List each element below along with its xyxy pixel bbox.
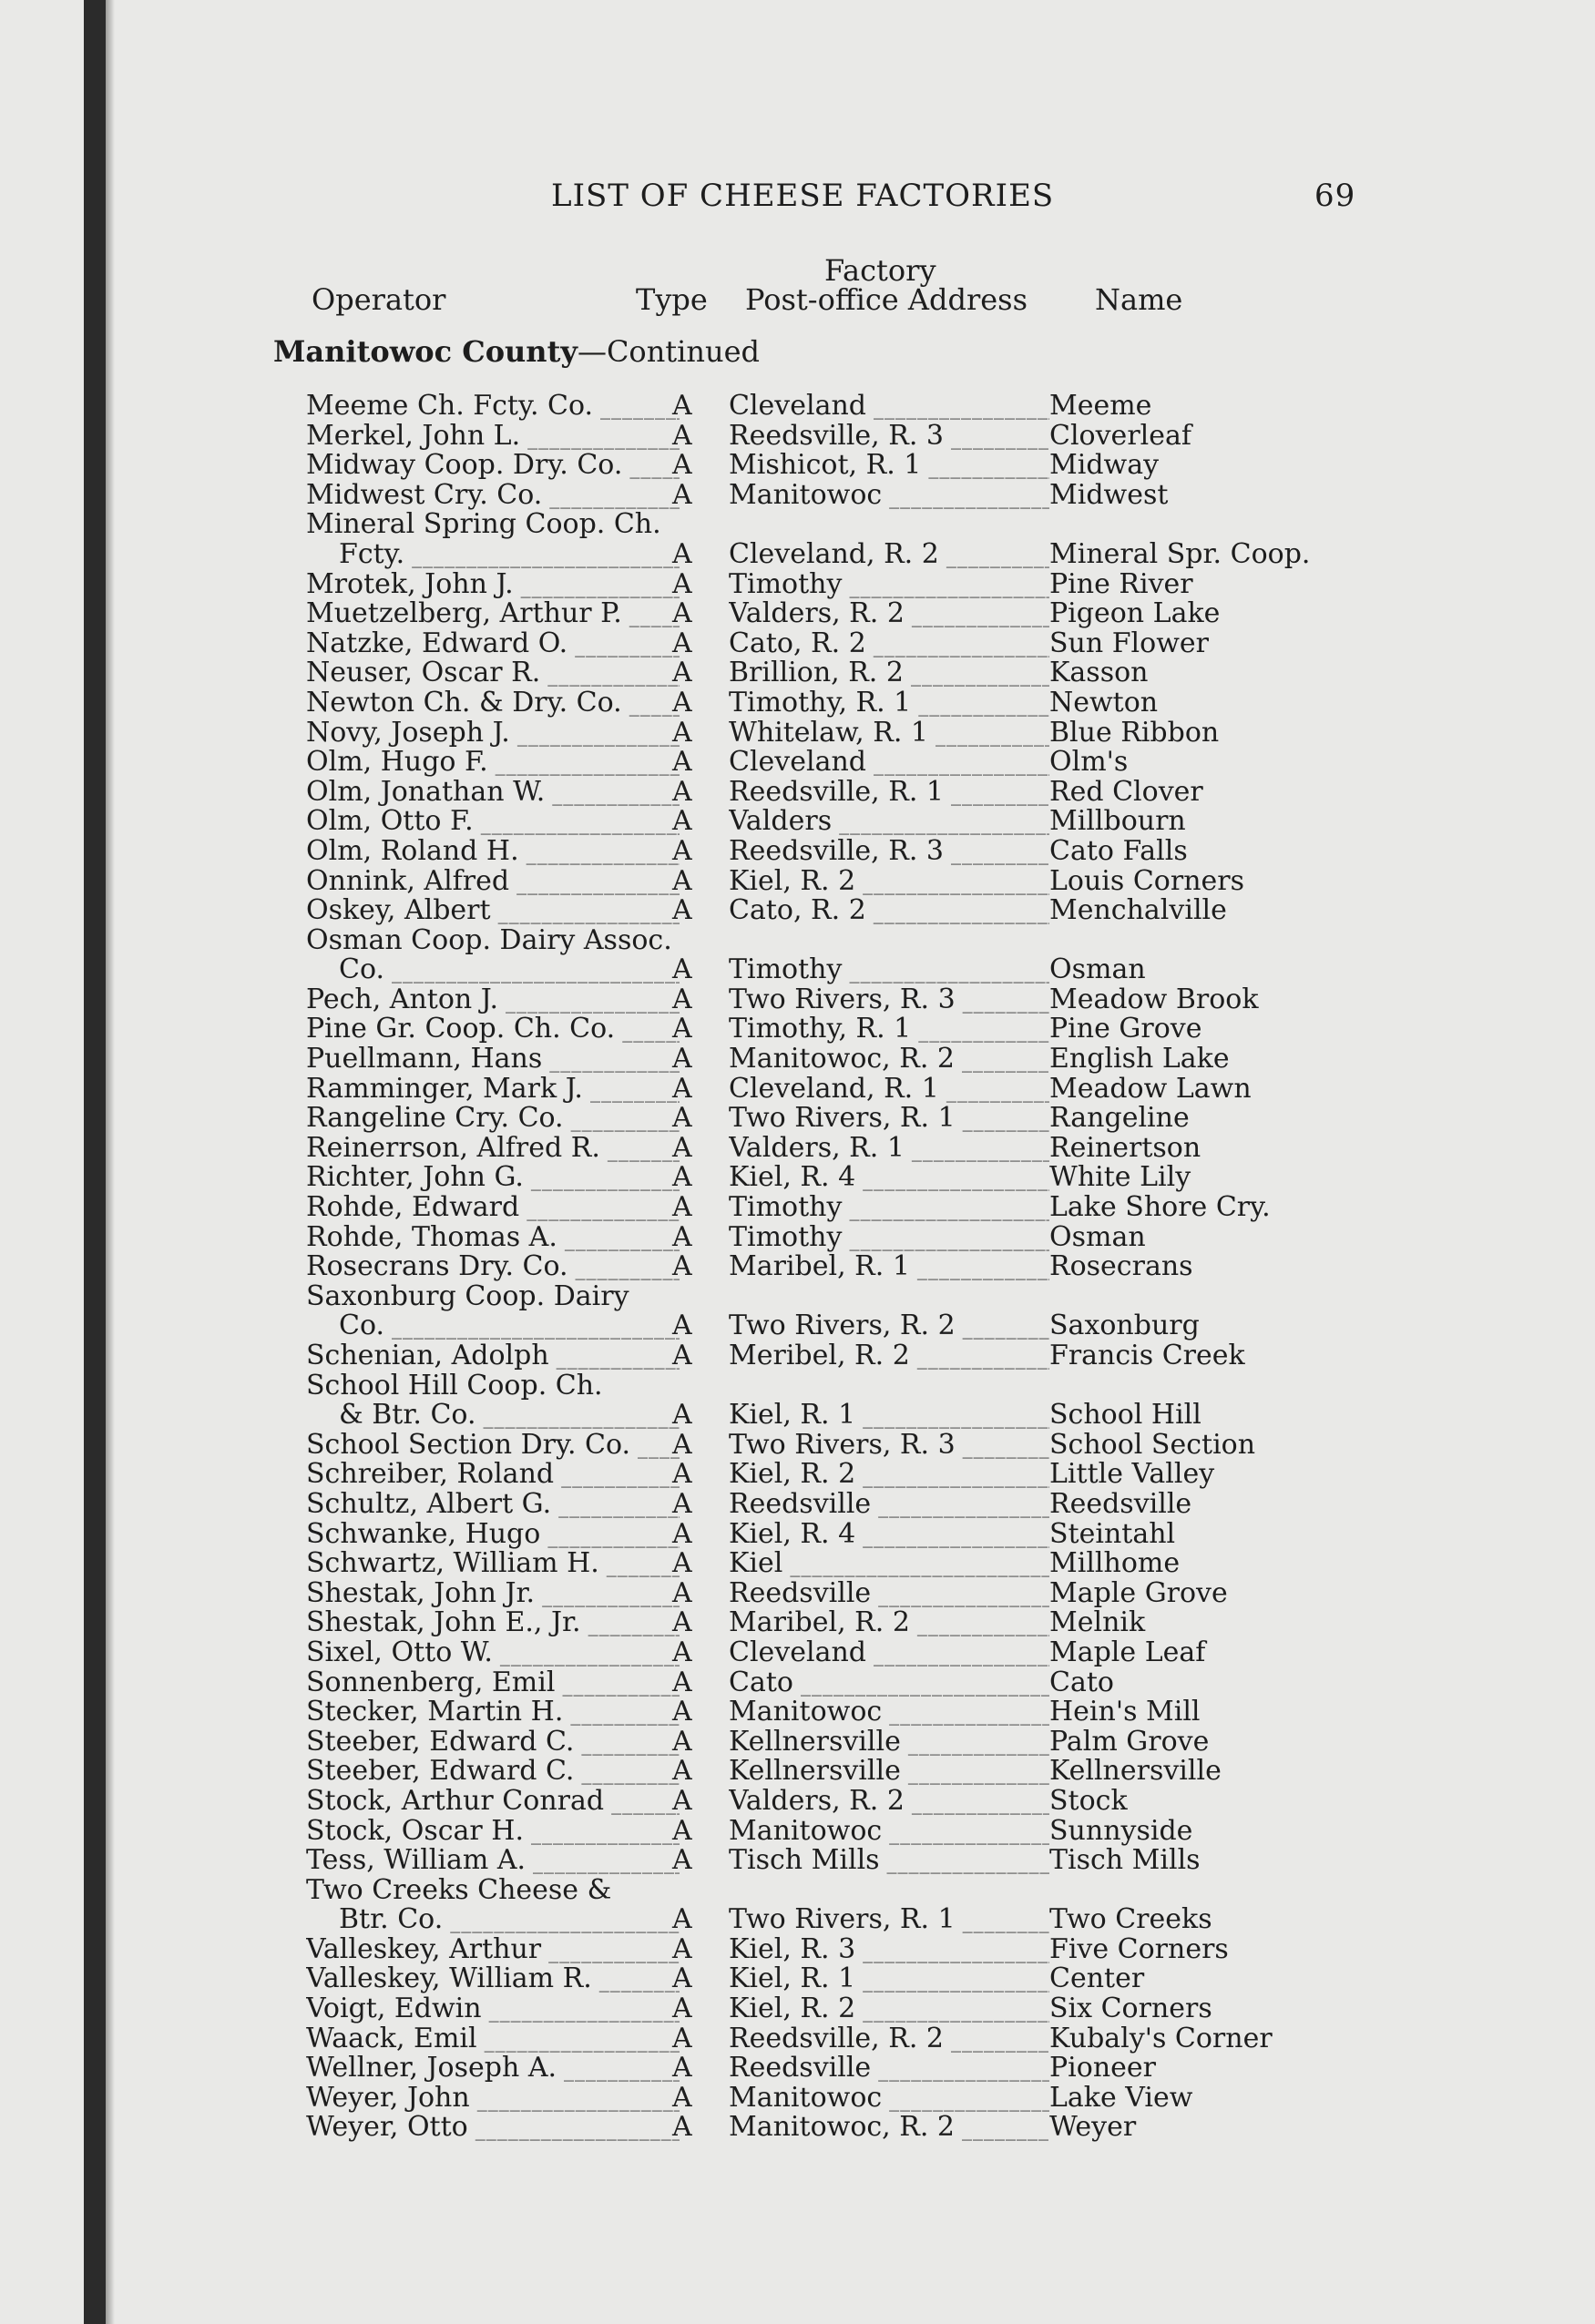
factory-type: A bbox=[672, 1458, 692, 1491]
factory-name: Pigeon Lake bbox=[1049, 597, 1221, 630]
factory-name: Cato bbox=[1049, 1666, 1114, 1698]
factory-type: A bbox=[672, 390, 692, 422]
post-office-address: Timothy, R. 1 _____ bbox=[729, 688, 1049, 721]
operator-name: Newton Ch. & Dry. Co. _____ bbox=[306, 688, 680, 721]
post-office-address: Kiel, R. 4 _____ bbox=[729, 1520, 1049, 1553]
operator-name: Mineral Spring Coop. Ch. bbox=[306, 508, 661, 541]
factory-type: A bbox=[672, 1962, 692, 1995]
factory-type: A bbox=[672, 1932, 692, 1965]
factory-type: A bbox=[672, 983, 692, 1015]
column-head-type: Type bbox=[636, 282, 708, 317]
list-item bbox=[0, 510, 1595, 540]
factory-name: Maple Grove bbox=[1049, 1576, 1228, 1609]
factory-name: Osman bbox=[1049, 953, 1146, 986]
operator-name: Stecker, Martin H. _____ bbox=[306, 1697, 680, 1730]
operator-name: Wellner, Joseph A. _____ bbox=[306, 2054, 680, 2086]
factory-name: Midwest bbox=[1049, 478, 1169, 511]
operator-name: Two Creeks Cheese & bbox=[306, 1873, 612, 1906]
post-office-address: Two Rivers, R. 1 _____ bbox=[729, 1905, 1049, 1938]
continued-label: —Continued bbox=[577, 334, 761, 369]
operator-name: Steeber, Edward C. _____ bbox=[306, 1728, 680, 1760]
running-head bbox=[0, 178, 1595, 218]
factory-type: A bbox=[672, 597, 692, 630]
factory-name: Newton bbox=[1049, 686, 1159, 719]
list-item bbox=[0, 1757, 1595, 1787]
factory-name: Six Corners bbox=[1049, 1993, 1212, 2025]
post-office-address: Kiel, R. 1 _____ bbox=[729, 1964, 1049, 1997]
post-office-address: Valders, R. 2 _____ bbox=[729, 1787, 1049, 1819]
operator-name: Puellmann, Hans _____ bbox=[306, 1045, 680, 1077]
factory-name: Midway bbox=[1049, 449, 1160, 482]
post-office-address: Manitowoc _____ bbox=[729, 2084, 1049, 2116]
factory-name: Olm's bbox=[1049, 746, 1129, 779]
factory-name: Meadow Brook bbox=[1049, 983, 1259, 1015]
operator-name: Neuser, Oscar R. _____ bbox=[306, 658, 680, 691]
list-item bbox=[0, 1401, 1595, 1431]
factory-type: A bbox=[672, 1428, 692, 1461]
post-office-address: Cato _____ bbox=[729, 1668, 1049, 1701]
operator-name: Rohde, Thomas A. _____ bbox=[306, 1223, 680, 1256]
factory-name: Stock bbox=[1049, 1784, 1128, 1817]
factory-type: A bbox=[672, 1844, 692, 1877]
post-office-address: Two Rivers, R. 1 _____ bbox=[729, 1104, 1049, 1137]
factory-name: Lake Shore Cry. bbox=[1049, 1191, 1271, 1224]
factory-name: Francis Creek bbox=[1049, 1340, 1245, 1371]
operator-name: Saxonburg Coop. Dairy bbox=[306, 1279, 629, 1312]
list-item bbox=[0, 985, 1595, 1015]
factory-name: Maple Leaf bbox=[1049, 1636, 1206, 1668]
post-office-address: Whitelaw, R. 1 _____ bbox=[729, 719, 1049, 751]
factory-name: Little Valley bbox=[1049, 1458, 1215, 1491]
post-office-address: Cleveland _____ bbox=[729, 392, 1049, 424]
list-item bbox=[0, 1576, 1595, 1609]
operator-name: Schreiber, Roland _____ bbox=[306, 1460, 680, 1493]
list-item bbox=[0, 807, 1595, 837]
list-item bbox=[0, 1193, 1595, 1223]
post-office-address: Kellnersville _____ bbox=[729, 1757, 1049, 1789]
operator-name: Natzke, Edward O. _____ bbox=[306, 629, 680, 662]
operator-name: Olm, Jonathan W. _____ bbox=[306, 778, 680, 810]
post-office-address: Timothy _____ bbox=[729, 955, 1049, 988]
list-item bbox=[0, 1814, 1595, 1847]
list-item bbox=[0, 1341, 1595, 1371]
list-item bbox=[0, 688, 1595, 719]
factory-type: A bbox=[672, 805, 692, 838]
list-item bbox=[0, 1549, 1595, 1579]
post-office-address: Kiel, R. 4 _____ bbox=[729, 1163, 1049, 1196]
factory-name: School Hill bbox=[1049, 1399, 1201, 1432]
post-office-address: Reedsville, R. 2 _____ bbox=[729, 2024, 1049, 2057]
factory-type: A bbox=[672, 537, 692, 570]
post-office-address: Kellnersville _____ bbox=[729, 1728, 1049, 1760]
list-item bbox=[0, 896, 1595, 926]
list-item bbox=[0, 1932, 1595, 1965]
operator-name: Oskey, Albert _____ bbox=[306, 896, 680, 929]
post-office-address: Kiel, R. 2 _____ bbox=[729, 1994, 1049, 2027]
factory-name: Reedsville bbox=[1049, 1487, 1192, 1520]
post-office-address: Reedsville, R. 3 _____ bbox=[729, 837, 1049, 870]
post-office-address: Cato, R. 2 _____ bbox=[729, 896, 1049, 929]
factory-name: Weyer bbox=[1049, 2111, 1137, 2144]
factory-type: A bbox=[672, 1043, 692, 1075]
list-item bbox=[0, 658, 1595, 688]
factory-name: Saxonburg bbox=[1049, 1310, 1200, 1342]
post-office-address: Reedsville _____ bbox=[729, 2054, 1049, 2086]
factory-type: A bbox=[672, 1725, 692, 1758]
operator-name: Reinerrson, Alfred R. _____ bbox=[306, 1134, 680, 1167]
factory-name: Hein's Mill bbox=[1049, 1696, 1201, 1728]
factory-name: Center bbox=[1049, 1962, 1145, 1995]
factory-name: Pine River bbox=[1049, 567, 1193, 600]
page-title: LIST OF CHEESE FACTORIES bbox=[551, 178, 1055, 214]
column-head-address: Post-office Address bbox=[745, 282, 1028, 317]
factory-type: A bbox=[672, 1487, 692, 1520]
list-item bbox=[0, 775, 1595, 808]
post-office-address: Cleveland _____ bbox=[729, 1638, 1049, 1671]
list-item bbox=[0, 864, 1595, 897]
factory-type: A bbox=[672, 567, 692, 600]
post-office-address: Kiel, R. 2 _____ bbox=[729, 867, 1049, 900]
post-office-address: Reedsville _____ bbox=[729, 1490, 1049, 1523]
factory-type: A bbox=[672, 627, 692, 659]
list-item bbox=[0, 1428, 1595, 1461]
post-office-address: Kiel _____ bbox=[729, 1549, 1049, 1582]
factory-type: A bbox=[672, 953, 692, 986]
factory-name: Melnik bbox=[1049, 1606, 1146, 1639]
list-item bbox=[0, 1994, 1595, 2024]
factory-name: Tisch Mills bbox=[1049, 1844, 1201, 1877]
factory-type: A bbox=[672, 894, 692, 927]
factory-type: A bbox=[672, 1696, 692, 1728]
operator-name: Ramminger, Mark J. _____ bbox=[306, 1075, 680, 1107]
column-head-factory: Factory bbox=[824, 253, 936, 288]
post-office-address: Manitowoc, R. 2 _____ bbox=[729, 1045, 1049, 1077]
list-item bbox=[0, 419, 1595, 452]
list-item bbox=[0, 1104, 1595, 1134]
factory-type: A bbox=[672, 1814, 692, 1847]
post-office-address: Two Rivers, R. 2 _____ bbox=[729, 1311, 1049, 1344]
list-item bbox=[0, 1163, 1595, 1193]
factory-type: A bbox=[672, 1191, 692, 1224]
factory-type: A bbox=[672, 1102, 692, 1135]
post-office-address: Reedsville _____ bbox=[729, 1579, 1049, 1612]
post-office-address: Cleveland, R. 1 _____ bbox=[729, 1075, 1049, 1107]
factory-name: Sunnyside bbox=[1049, 1814, 1193, 1847]
factory-name: Two Creeks bbox=[1049, 1903, 1212, 1936]
list-item bbox=[0, 1487, 1595, 1520]
post-office-address: Mishicot, R. 1 _____ bbox=[729, 451, 1049, 484]
post-office-address: Reedsville, R. 1 _____ bbox=[729, 778, 1049, 810]
factory-name: Kubaly's Corner bbox=[1049, 2022, 1273, 2054]
factory-type: A bbox=[672, 1576, 692, 1609]
operator-name: Tess, William A. _____ bbox=[306, 1846, 680, 1879]
factory-name: Five Corners bbox=[1049, 1932, 1229, 1965]
operator-name: Valleskey, Arthur _____ bbox=[306, 1935, 680, 1968]
operator-name: Schultz, Albert G. _____ bbox=[306, 1490, 680, 1523]
operator-name: Midway Coop. Dry. Co. _____ bbox=[306, 451, 680, 484]
factory-name: Palm Grove bbox=[1049, 1725, 1210, 1758]
operator-name: Olm, Roland H. _____ bbox=[306, 837, 680, 870]
factory-name: Menchalville bbox=[1049, 894, 1227, 927]
post-office-address: Manitowoc _____ bbox=[729, 481, 1049, 514]
operator-name: Sixel, Otto W. _____ bbox=[306, 1638, 680, 1671]
list-item bbox=[0, 629, 1595, 659]
list-item bbox=[0, 451, 1595, 481]
factory-name: Millbourn bbox=[1049, 805, 1186, 838]
list-item bbox=[0, 1279, 1595, 1312]
operator-name: School Section Dry. Co. _____ bbox=[306, 1431, 680, 1463]
operator-name: Rohde, Edward _____ bbox=[306, 1193, 680, 1226]
factory-type: A bbox=[672, 1784, 692, 1817]
factory-type: A bbox=[672, 1606, 692, 1639]
factory-type: A bbox=[672, 1220, 692, 1253]
list-item bbox=[0, 2113, 1595, 2143]
factory-name: Meadow Lawn bbox=[1049, 1072, 1252, 1105]
factory-type: A bbox=[672, 1340, 692, 1371]
factory-name: White Lily bbox=[1049, 1161, 1191, 1194]
operator-name: Rangeline Cry. Co. _____ bbox=[306, 1104, 680, 1137]
factory-type: A bbox=[672, 2081, 692, 2114]
list-item bbox=[0, 1725, 1595, 1758]
operator-name: Merkel, John L. _____ bbox=[306, 422, 680, 454]
factory-type: A bbox=[672, 1517, 692, 1550]
factory-type: A bbox=[672, 1636, 692, 1668]
factory-name: Rosecrans bbox=[1049, 1250, 1193, 1283]
factory-type: A bbox=[672, 775, 692, 808]
operator-name: Waack, Emil _____ bbox=[306, 2024, 680, 2057]
operator-name: Fcty. _____ bbox=[339, 540, 680, 573]
list-item bbox=[0, 1784, 1595, 1817]
post-office-address: Manitowoc, R. 2 _____ bbox=[729, 2113, 1049, 2146]
county-name: Manitowoc County bbox=[273, 334, 578, 369]
factory-type: A bbox=[672, 1547, 692, 1580]
post-office-address: Two Rivers, R. 3 _____ bbox=[729, 1431, 1049, 1463]
operator-name: Muetzelberg, Arthur P. _____ bbox=[306, 599, 680, 632]
factory-name: Cloverleaf bbox=[1049, 419, 1191, 452]
factory-type: A bbox=[672, 1310, 692, 1342]
factory-type: A bbox=[672, 686, 692, 719]
factory-type: A bbox=[672, 1013, 692, 1045]
factory-type: A bbox=[672, 1755, 692, 1788]
operator-name: Weyer, John _____ bbox=[306, 2084, 680, 2116]
operator-name: Schwartz, William H. _____ bbox=[306, 1549, 680, 1582]
operator-name: Schenian, Adolph _____ bbox=[306, 1341, 680, 1374]
post-office-address: Brillion, R. 2 _____ bbox=[729, 658, 1049, 691]
list-item bbox=[0, 599, 1595, 629]
operator-name: Shestak, John E., Jr. _____ bbox=[306, 1608, 680, 1641]
post-office-address: Tisch Mills _____ bbox=[729, 1846, 1049, 1879]
factory-type: A bbox=[672, 449, 692, 482]
factory-list bbox=[0, 392, 1595, 2143]
list-item bbox=[0, 478, 1595, 511]
operator-name: Sonnenberg, Emil _____ bbox=[306, 1668, 680, 1701]
factory-name: English Lake bbox=[1049, 1043, 1230, 1075]
operator-name: Btr. Co. _____ bbox=[339, 1905, 680, 1938]
post-office-address: Manitowoc _____ bbox=[729, 1817, 1049, 1850]
factory-type: A bbox=[672, 864, 692, 897]
factory-type: A bbox=[672, 1072, 692, 1105]
factory-name: School Section bbox=[1049, 1428, 1256, 1461]
list-item bbox=[0, 1964, 1595, 1994]
page-number: 69 bbox=[1314, 178, 1356, 214]
list-item bbox=[0, 1846, 1595, 1876]
list-item bbox=[0, 955, 1595, 985]
operator-name: Richter, John G. _____ bbox=[306, 1163, 680, 1196]
list-item bbox=[0, 1014, 1595, 1045]
post-office-address: Timothy _____ bbox=[729, 570, 1049, 603]
factory-type: A bbox=[672, 834, 692, 867]
list-item bbox=[0, 1697, 1595, 1728]
operator-name: Voigt, Edwin _____ bbox=[306, 1994, 680, 2027]
post-office-address: Timothy _____ bbox=[729, 1223, 1049, 1256]
operator-name: Onnink, Alfred _____ bbox=[306, 867, 680, 900]
list-item bbox=[0, 1252, 1595, 1282]
list-item bbox=[0, 1517, 1595, 1550]
factory-type: A bbox=[672, 2052, 692, 2084]
operator-name: Valleskey, William R. _____ bbox=[306, 1964, 680, 1997]
list-item bbox=[0, 1608, 1595, 1638]
factory-name: Mineral Spr. Coop. bbox=[1049, 537, 1311, 570]
factory-type: A bbox=[672, 2111, 692, 2144]
post-office-address: Maribel, R. 2 _____ bbox=[729, 1608, 1049, 1641]
list-item bbox=[0, 1371, 1595, 1402]
list-item bbox=[0, 834, 1595, 867]
factory-name: Kasson bbox=[1049, 657, 1149, 689]
post-office-address: Kiel, R. 3 _____ bbox=[729, 1935, 1049, 1968]
operator-name: Co. _____ bbox=[339, 955, 680, 988]
factory-type: A bbox=[672, 1903, 692, 1936]
post-office-address: Valders, R. 2 _____ bbox=[729, 599, 1049, 632]
list-item bbox=[0, 1873, 1595, 1906]
operator-name: Olm, Hugo F. _____ bbox=[306, 748, 680, 780]
operator-name: Rosecrans Dry. Co. _____ bbox=[306, 1252, 680, 1285]
factory-type: A bbox=[672, 1131, 692, 1164]
factory-type: A bbox=[672, 1161, 692, 1194]
post-office-address: Timothy _____ bbox=[729, 1193, 1049, 1226]
list-item bbox=[0, 1072, 1595, 1105]
factory-name: Lake View bbox=[1049, 2081, 1193, 2114]
list-item bbox=[0, 2054, 1595, 2084]
factory-type: A bbox=[672, 1250, 692, 1283]
operator-name: Meeme Ch. Fcty. Co. _____ bbox=[306, 392, 680, 424]
operator-name: Stock, Arthur Conrad _____ bbox=[306, 1787, 680, 1819]
operator-name: & Btr. Co. _____ bbox=[339, 1401, 680, 1433]
list-item bbox=[0, 1045, 1595, 1075]
post-office-address: Cleveland, R. 2 _____ bbox=[729, 540, 1049, 573]
factory-type: A bbox=[672, 1993, 692, 2025]
column-head-name: Name bbox=[1095, 282, 1183, 317]
list-item bbox=[0, 392, 1595, 422]
factory-type: A bbox=[672, 716, 692, 749]
factory-name: Osman bbox=[1049, 1220, 1146, 1253]
post-office-address: Cleveland _____ bbox=[729, 748, 1049, 780]
post-office-address: Kiel, R. 2 _____ bbox=[729, 1460, 1049, 1493]
factory-name: Rangeline bbox=[1049, 1102, 1190, 1135]
operator-name: Pech, Anton J. _____ bbox=[306, 985, 680, 1018]
post-office-address: Maribel, R. 1 _____ bbox=[729, 1252, 1049, 1285]
operator-name: Schwanke, Hugo _____ bbox=[306, 1520, 680, 1553]
post-office-address: Meribel, R. 2 _____ bbox=[729, 1341, 1049, 1374]
factory-name: Cato Falls bbox=[1049, 834, 1188, 867]
list-item bbox=[0, 748, 1595, 778]
column-head-operator: Operator bbox=[312, 282, 446, 317]
list-item bbox=[0, 716, 1595, 749]
factory-name: Red Clover bbox=[1049, 775, 1203, 808]
factory-name: Meeme bbox=[1049, 390, 1152, 422]
list-item bbox=[0, 1668, 1595, 1698]
list-item bbox=[0, 567, 1595, 600]
operator-name: Mrotek, John J. _____ bbox=[306, 570, 680, 603]
list-item bbox=[0, 1460, 1595, 1490]
factory-type: A bbox=[672, 746, 692, 779]
list-item bbox=[0, 1905, 1595, 1935]
factory-type: A bbox=[672, 419, 692, 452]
list-item bbox=[0, 2024, 1595, 2054]
operator-name: Osman Coop. Dairy Assoc. bbox=[306, 923, 672, 956]
factory-name: Pioneer bbox=[1049, 2052, 1157, 2084]
post-office-address: Timothy, R. 1 _____ bbox=[729, 1014, 1049, 1047]
factory-name: Blue Ribbon bbox=[1049, 716, 1220, 749]
operator-name: Co. _____ bbox=[339, 1311, 680, 1344]
factory-name: Pine Grove bbox=[1049, 1013, 1202, 1045]
post-office-address: Valders, R. 1 _____ bbox=[729, 1134, 1049, 1167]
factory-type: A bbox=[672, 1399, 692, 1432]
factory-type: A bbox=[672, 478, 692, 511]
post-office-address: Valders _____ bbox=[729, 807, 1049, 840]
operator-name: Novy, Joseph J. _____ bbox=[306, 719, 680, 751]
operator-name: School Hill Coop. Ch. bbox=[306, 1369, 603, 1402]
post-office-address: Reedsville, R. 3 _____ bbox=[729, 422, 1049, 454]
list-item bbox=[0, 1131, 1595, 1164]
factory-type: A bbox=[672, 657, 692, 689]
operator-name: Midwest Cry. Co. _____ bbox=[306, 481, 680, 514]
list-item bbox=[0, 1220, 1595, 1253]
list-item bbox=[0, 1638, 1595, 1668]
factory-type: A bbox=[672, 2022, 692, 2054]
operator-name: Weyer, Otto _____ bbox=[306, 2113, 680, 2146]
operator-name: Olm, Otto F. _____ bbox=[306, 807, 680, 840]
factory-name: Kellnersville bbox=[1049, 1755, 1222, 1788]
operator-name: Steeber, Edward C. _____ bbox=[306, 1757, 680, 1789]
post-office-address: Cato, R. 2 _____ bbox=[729, 629, 1049, 662]
post-office-address: Manitowoc _____ bbox=[729, 1697, 1049, 1730]
factory-type: A bbox=[672, 1666, 692, 1698]
post-office-address: Two Rivers, R. 3 _____ bbox=[729, 985, 1049, 1018]
factory-name: Reinertson bbox=[1049, 1131, 1201, 1164]
list-item bbox=[0, 923, 1595, 956]
factory-name: Steintahl bbox=[1049, 1517, 1176, 1550]
operator-name: Shestak, John Jr. _____ bbox=[306, 1579, 680, 1612]
operator-name: Pine Gr. Coop. Ch. Co. _____ bbox=[306, 1014, 680, 1047]
post-office-address: Kiel, R. 1 _____ bbox=[729, 1401, 1049, 1433]
factory-name: Millhome bbox=[1049, 1547, 1181, 1580]
factory-name: Louis Corners bbox=[1049, 864, 1244, 897]
list-item bbox=[0, 1311, 1595, 1341]
list-item bbox=[0, 537, 1595, 570]
list-item bbox=[0, 2081, 1595, 2114]
operator-name: Stock, Oscar H. _____ bbox=[306, 1817, 680, 1850]
factory-name: Sun Flower bbox=[1049, 627, 1209, 659]
section-heading bbox=[273, 334, 760, 369]
